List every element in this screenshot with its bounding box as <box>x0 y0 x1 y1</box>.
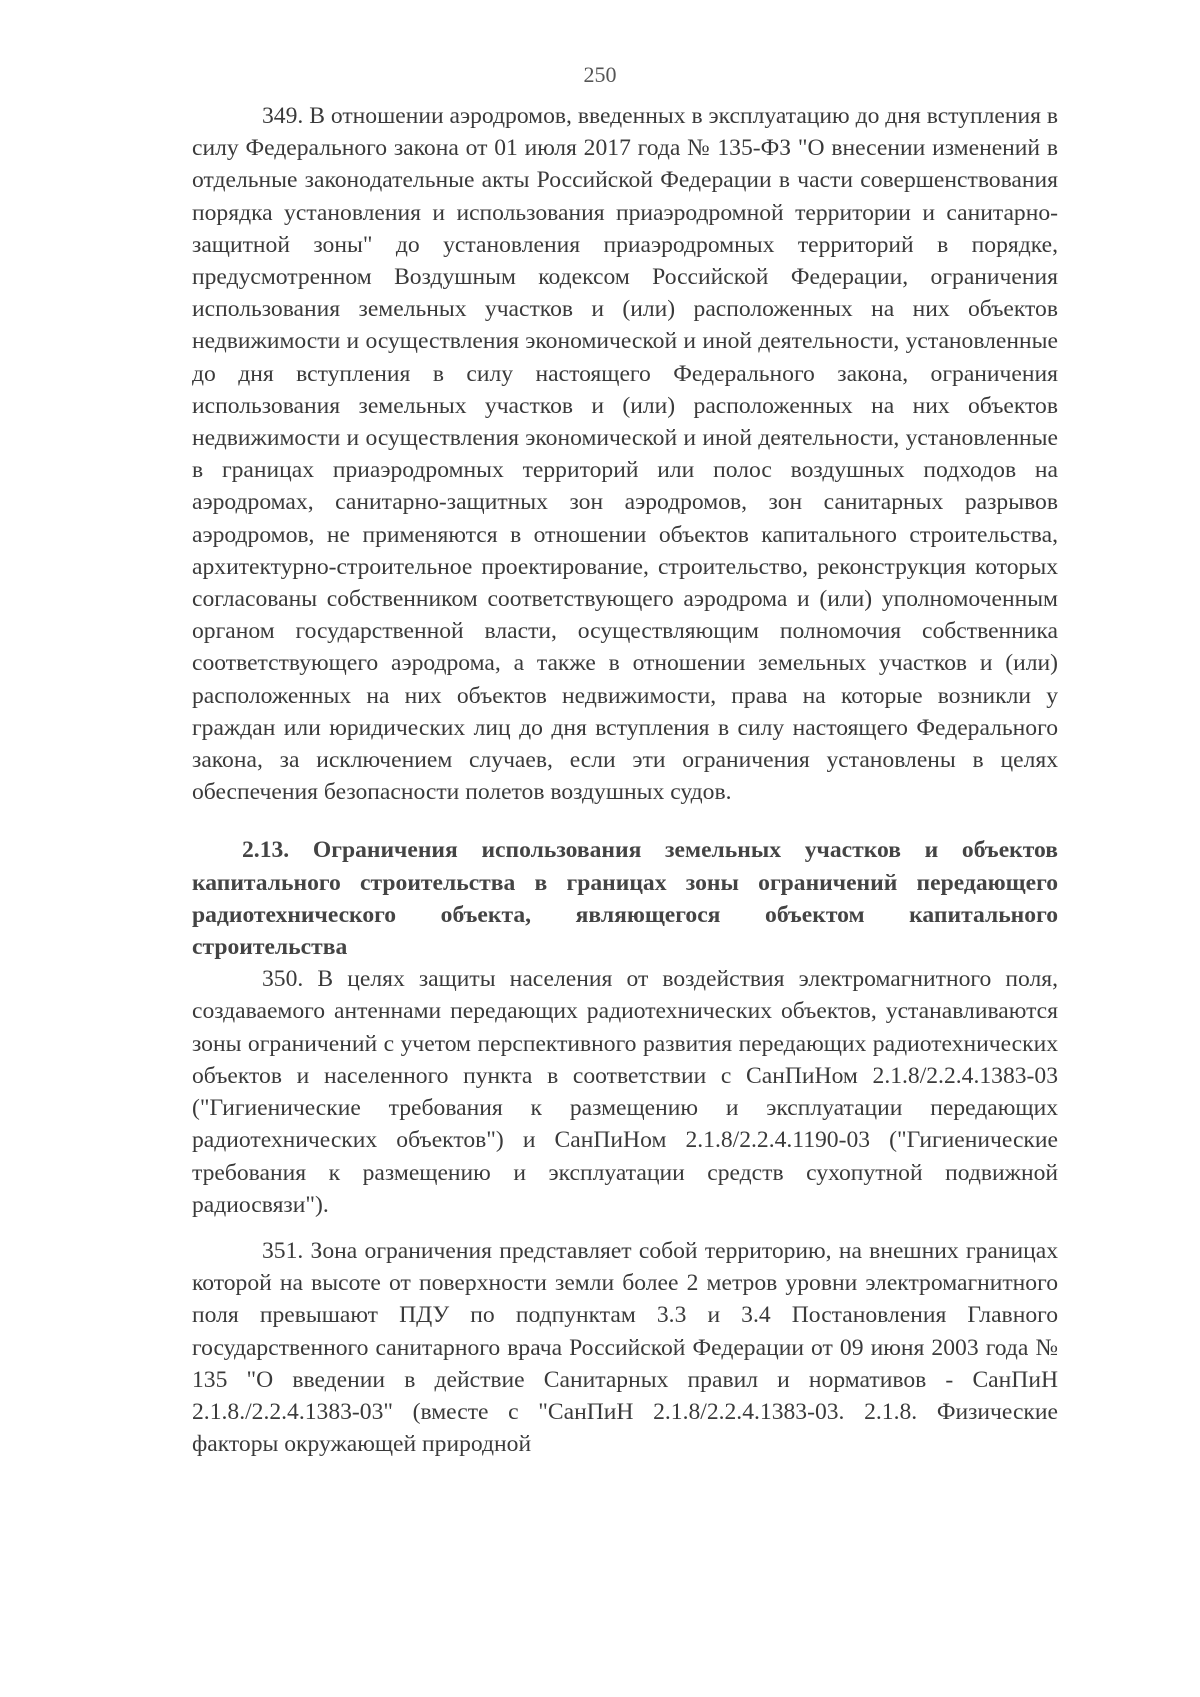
paragraph-350: 350. В целях защиты населения от воздействия электромагнитного поля, создаваемого антеннами передающих радиотехнических объектов, устанавливаются зоны ограничений с учетом перспективного развития передающих радиотехнических объектов и населенного пункта в соответствии с СанПиНом 2.1.8/2.2.4.1383-03 ("Гигиенические требования к размещению и эксплуатации передающих радиотехнических объектов") и СанПиНом 2.1.8/2.2.4.1190-03 ("Гигиенические требования к размещению и эксплуатации средств сухопутной подвижной радиосвязи"). <box>192 966 1058 1218</box>
document-body <box>192 100 1058 1460</box>
section-heading-2-13: 2.13. Ограничения использования земельных участков и объектов капитального строительства в границах зоны ограничений передающего радиотехнического объекта, являющегося объектом капитального строительства <box>192 837 1058 961</box>
paragraph-351: 351. Зона ограничения представляет собой территорию, на внешних границах которой на высоте от поверхности земли более 2 метров уровни электромагнитного поля превышают ПДУ по подпунктам 3.3 и 3.4 Постановления Главного государственного санитарного врача Российской Федерации от 09 июня 2003 года № 135 "О введении в действие Санитарных правил и нормативов - СанПиН 2.1.8./2.2.4.1383-03" (вместе с "СанПиН 2.1.8/2.2.4.1383-03. 2.1.8. Физические факторы окружающей природной <box>192 1237 1058 1458</box>
page-number: 250 <box>583 62 617 87</box>
paragraph-gap <box>192 1221 1058 1235</box>
paragraph-349: 349. В отношении аэродромов, введенных в эксплуатацию до дня вступления в силу Федерального закона от 01 июля 2017 года № 135-ФЗ "О внесении изменений в отдельные законодательные акты Российской Федерации в части совершенствования порядка установления и использования приаэродромной территории и санитарно-защитной зоны" до установления приаэродромных территорий в порядке, предусмотренном Воздушным кодексом Российской Федерации, ограничения использования земельных участков и (или) расположенных на них объектов недвижимости и осуществления экономической и иной деятельности, установленные до дня вступления в силу настоящего Федерального закона, ограничения использования земельных участков и (или) расположенных на них объектов недвижимости и осуществления экономической и иной деятельности, установленные в границах приаэродромных территорий или полос воздушных подходов на аэродромах, санитарно-защитных зон аэродромов, зон санитарных разрывов аэродромов, не применяются в отношении объектов капитального строительства, архитектурно-строительное проектирование, строительство, реконструкция которых согласованы собственником соответствующего аэродрома и (или) уполномоченным органом государственной власти, осуществляющим полномочия собственника соответствующего аэродрома, а также в отношении земельных участков и (или) расположенных на них объектов недвижимости, права на которые возникли у граждан или юридических лиц до дня вступления в силу настоящего Федерального закона, за исключением случаев, если эти ограничения установлены в целях обеспечения безопасности полетов воздушных судов. <box>192 103 1058 806</box>
